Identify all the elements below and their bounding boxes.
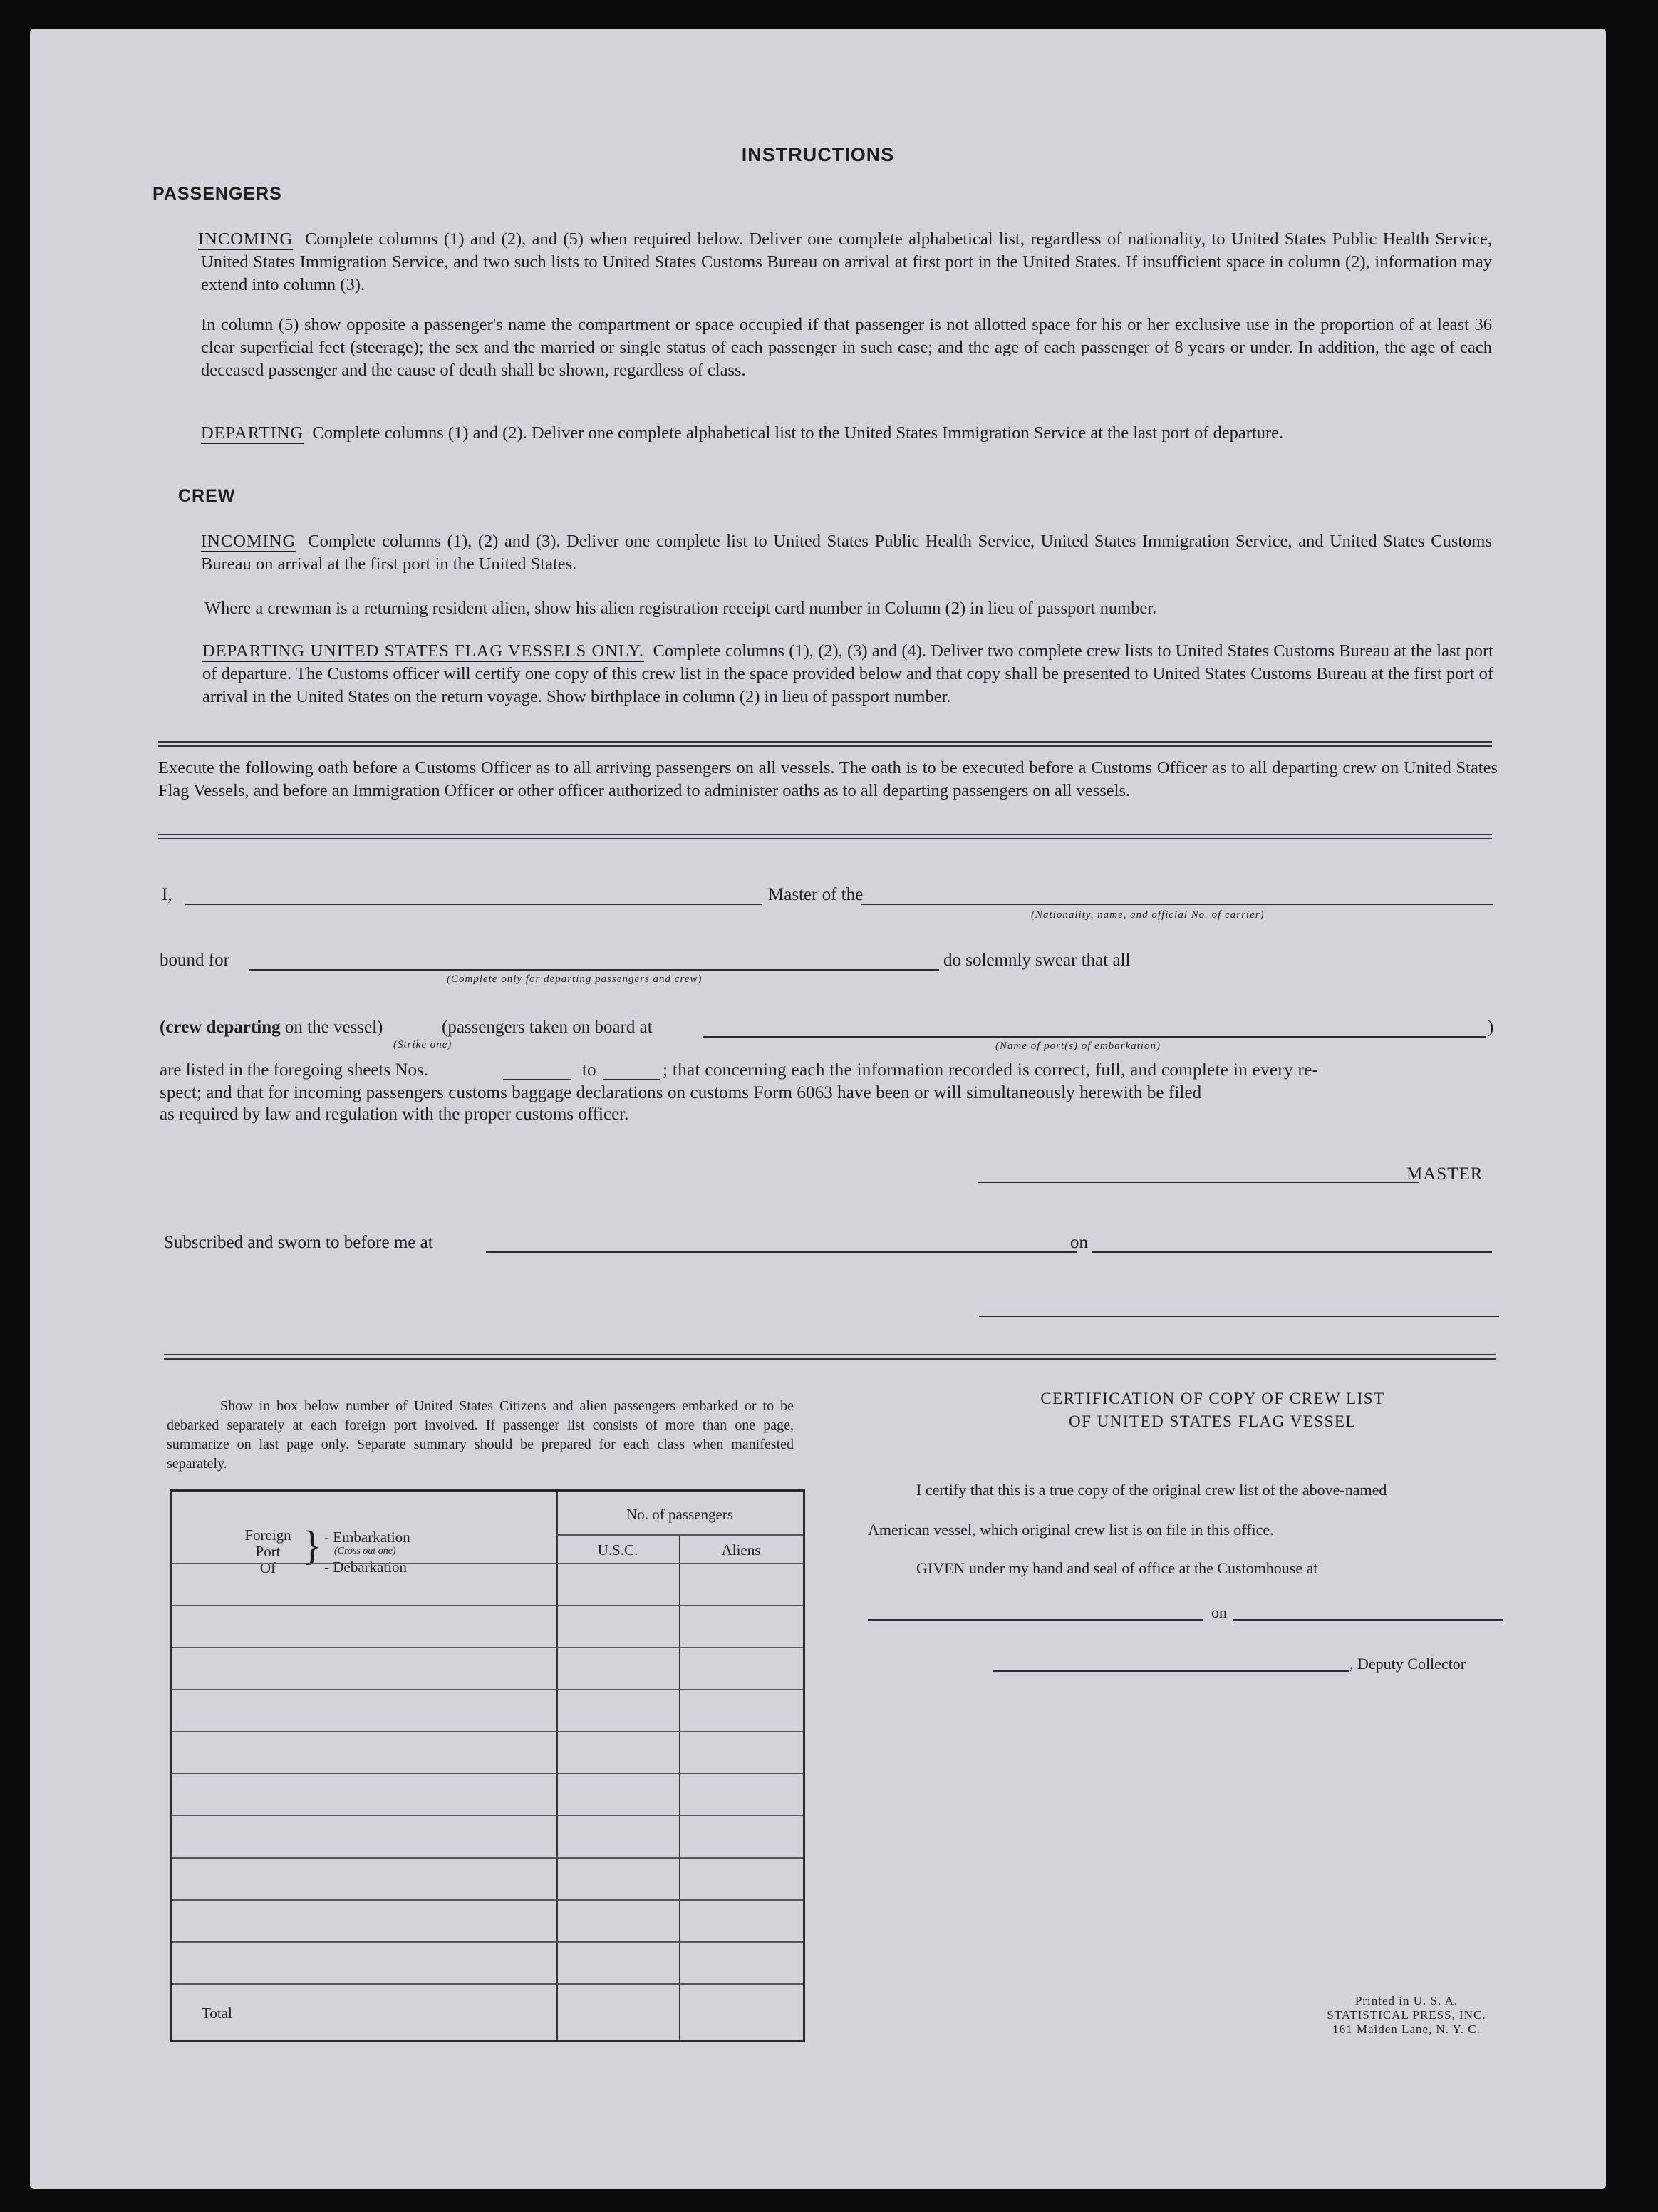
passengers-incoming-paragraph — [198, 228, 1493, 296]
passengers-column5-paragraph: In column (5) show opposite a passenger's name the compartment or space occupied if that passenger is not allotted space for his or her exclusive use in the proportion of at least 36 clear superficial feet (steerage); the sex and the married or single status of each passenger in such case; and the age of each passenger of 8 years or under. In addition, the age of each deceased passenger and the cause of death shall be shown, regardless of class. — [201, 315, 1492, 380]
passengers-departing-text: Complete columns (1) and (2). Deliver one complete alphabetical list to the United States Immigration Service at the last port of departure. — [312, 423, 1284, 443]
header-usc: U.S.C. — [597, 1541, 638, 1559]
table-row-line — [172, 1563, 803, 1564]
foreign-port-header — [229, 1527, 307, 1576]
table-row-line — [172, 1983, 803, 1985]
sheet-to-field[interactable] — [603, 1079, 660, 1080]
customhouse-field[interactable] — [868, 1619, 1203, 1621]
carrier-field[interactable] — [861, 904, 1493, 905]
header-foreign: Foreign — [244, 1526, 291, 1544]
crew-resident-paragraph: Where a crewman is a returning resident alien, show his alien registration receipt card number in Column (2) in lieu of passport number. — [204, 599, 1157, 618]
sworn-place-field[interactable] — [486, 1251, 1077, 1253]
deputy-collector-label: , Deputy Collector — [1349, 1655, 1466, 1673]
to-label: to — [582, 1060, 596, 1080]
on-the-vessel: on the vessel) — [284, 1018, 383, 1037]
listed-label: are listed in the foregoing sheets Nos. — [160, 1060, 428, 1080]
header-aliens: Aliens — [721, 1541, 761, 1559]
crew-departing-paragraph — [202, 640, 1493, 708]
oath-execute-text: Execute the following oath before a Customs Officer as to all arriving passengers on all vessels. The oath is to be executed before a Customs Officer as to all departing crew on United States Flag Vessels, and before an Immigration Officer or other officer authorized to administer oaths as to all departing passengers on all vessels. — [158, 758, 1498, 800]
required-text: as required by law and regulation with the proper customs officer. — [160, 1105, 629, 1124]
passengers-incoming-lead: INCOMING — [198, 229, 294, 249]
cert-on-label: on — [1211, 1603, 1227, 1621]
bound-for-note: (Complete only for departing passengers and crew) — [447, 973, 703, 985]
summary-instructions: Show in box below number of United States Citizens and alien passengers embarked or to be debarked separately at each foreign port involved. If passenger list consists of more than one page, summarize on last page only. Separate summary should be prepared for each class when manifested separately. — [167, 1398, 794, 1472]
sheet-from-field[interactable] — [503, 1079, 571, 1080]
passengers-heading: PASSENGERS — [152, 184, 282, 204]
header-embarkation: - Embarkation — [324, 1529, 410, 1546]
table-row-line — [172, 1773, 803, 1774]
close-paren: ) — [1488, 1018, 1494, 1037]
instructions-title: INSTRUCTIONS — [741, 144, 895, 165]
printer-line1: Printed in U. S. A. — [1354, 1994, 1458, 2007]
spect-text: spect; and that for incoming passengers customs baggage declarations on customs Form 6063 have been or will simultaneously herewith be filed — [160, 1083, 1202, 1102]
header-port: Port — [255, 1543, 281, 1560]
crew-heading: CREW — [178, 486, 236, 506]
swear-label: do solemnly swear that all — [943, 951, 1131, 970]
strike-one-note: (Strike one) — [393, 1039, 452, 1050]
table-row-line — [172, 1689, 803, 1690]
cert-given-text: GIVEN under my hand and seal of office at the Customhouse at — [916, 1559, 1318, 1577]
total-label: Total — [202, 2005, 232, 2022]
table-divider — [556, 1534, 803, 1536]
printer-line2: STATISTICAL PRESS, INC. — [1327, 2008, 1486, 2022]
header-cross-out: (Cross out one) — [334, 1546, 396, 1556]
section-divider — [158, 834, 1492, 839]
brace-glyph: } — [302, 1522, 322, 1568]
printer-line3: 161 Maiden Lane, N. Y. C. — [1332, 2022, 1481, 2036]
header-no-of-passengers: No. of passengers — [626, 1506, 733, 1523]
crew-incoming-text: Complete columns (1), (2) and (3). Deliver one complete list to United States Public Health Service, United States Immigration Service, and United States Customs Bureau on arrival at the first port in the United States. — [201, 532, 1492, 574]
subscribed-label: Subscribed and sworn to before me at — [164, 1233, 433, 1252]
crew-departing-text: Complete columns (1), (2), (3) and (4). Deliver two complete crew lists to United States Customs Bureau at the last port of departure. The Customs officer will certify one copy of this crew list in the space provided below and that copy shall be presented to United States Customs Bureau at the first port of arrival in the United States on the return voyage. Show birthplace in column (2) in lieu of passport number. — [202, 641, 1493, 706]
crew-passengers-line — [160, 1018, 383, 1038]
table-row-line — [172, 1899, 803, 1901]
bound-for-field[interactable] — [249, 969, 939, 971]
cert-american-text: American vessel, which original crew list is on file in this office. — [868, 1521, 1274, 1539]
form-page — [30, 29, 1606, 2189]
cert-certify-text: I certify that this is a true copy of the original crew list of the above-named — [916, 1481, 1387, 1499]
cert-date-field[interactable] — [1233, 1619, 1503, 1621]
table-row-line — [172, 1605, 803, 1606]
oath-i-label: I, — [162, 885, 172, 904]
passengers-departing-lead: DEPARTING — [201, 423, 304, 443]
printer-imprint — [1271, 1994, 1542, 2037]
table-divider — [556, 1492, 558, 2040]
master-of-the-label: Master of the — [768, 885, 864, 904]
header-of: Of — [259, 1559, 276, 1576]
cert-title-line1: CERTIFICATION OF COPY OF CREW LIST — [1040, 1390, 1385, 1407]
carrier-note: (Nationality, name, and official No. of carrier) — [1031, 909, 1265, 921]
cert-title-line2: OF UNITED STATES FLAG VESSEL — [1069, 1412, 1357, 1430]
section-divider — [164, 1354, 1496, 1360]
section-divider — [158, 741, 1492, 747]
port-note: (Name of port(s) of embarkation) — [995, 1040, 1161, 1052]
passengers-taken-label: (passengers taken on board at — [442, 1018, 653, 1037]
bound-for-label: bound for — [160, 951, 229, 970]
passenger-summary-table — [170, 1489, 805, 2042]
crew-incoming-paragraph — [201, 530, 1492, 576]
table-row-line — [172, 1857, 803, 1859]
embarkation-port-field[interactable] — [703, 1036, 1486, 1038]
passengers-incoming-text: Complete columns (1) and (2), and (5) when required below. Deliver one complete alphabetical list, regardless of nationality, to United States Public Health Service, United States Immigration Service, and two such lists to United States Customs Bureau on arrival at first port in the United States. If insufficient space in column (2), information may extend into column (3). — [201, 229, 1493, 294]
crew-departing-lead: DEPARTING UNITED STATES FLAG VESSELS ONLY. — [202, 641, 645, 661]
table-row-line — [172, 1815, 803, 1816]
table-divider — [679, 1536, 680, 2040]
sworn-on-label: on — [1070, 1233, 1088, 1252]
deputy-signature-field[interactable] — [993, 1670, 1349, 1672]
table-row-line — [172, 1941, 803, 1943]
crew-departing-bold: (crew departing — [160, 1018, 281, 1037]
passengers-departing-paragraph — [201, 422, 1492, 445]
officer-signature-field[interactable] — [979, 1316, 1499, 1317]
master-signature-field[interactable] — [978, 1182, 1419, 1183]
master-name-field[interactable] — [185, 904, 762, 905]
table-row-line — [172, 1647, 803, 1648]
listed-rest: ; that concerning each the information recorded is correct, full, and complete in every re- — [663, 1060, 1319, 1080]
crew-incoming-lead: INCOMING — [201, 532, 296, 551]
master-label: MASTER — [1406, 1164, 1483, 1184]
sworn-date-field[interactable] — [1092, 1251, 1492, 1253]
table-row-line — [172, 1731, 803, 1732]
header-debarkation: - Debarkation — [324, 1559, 408, 1576]
